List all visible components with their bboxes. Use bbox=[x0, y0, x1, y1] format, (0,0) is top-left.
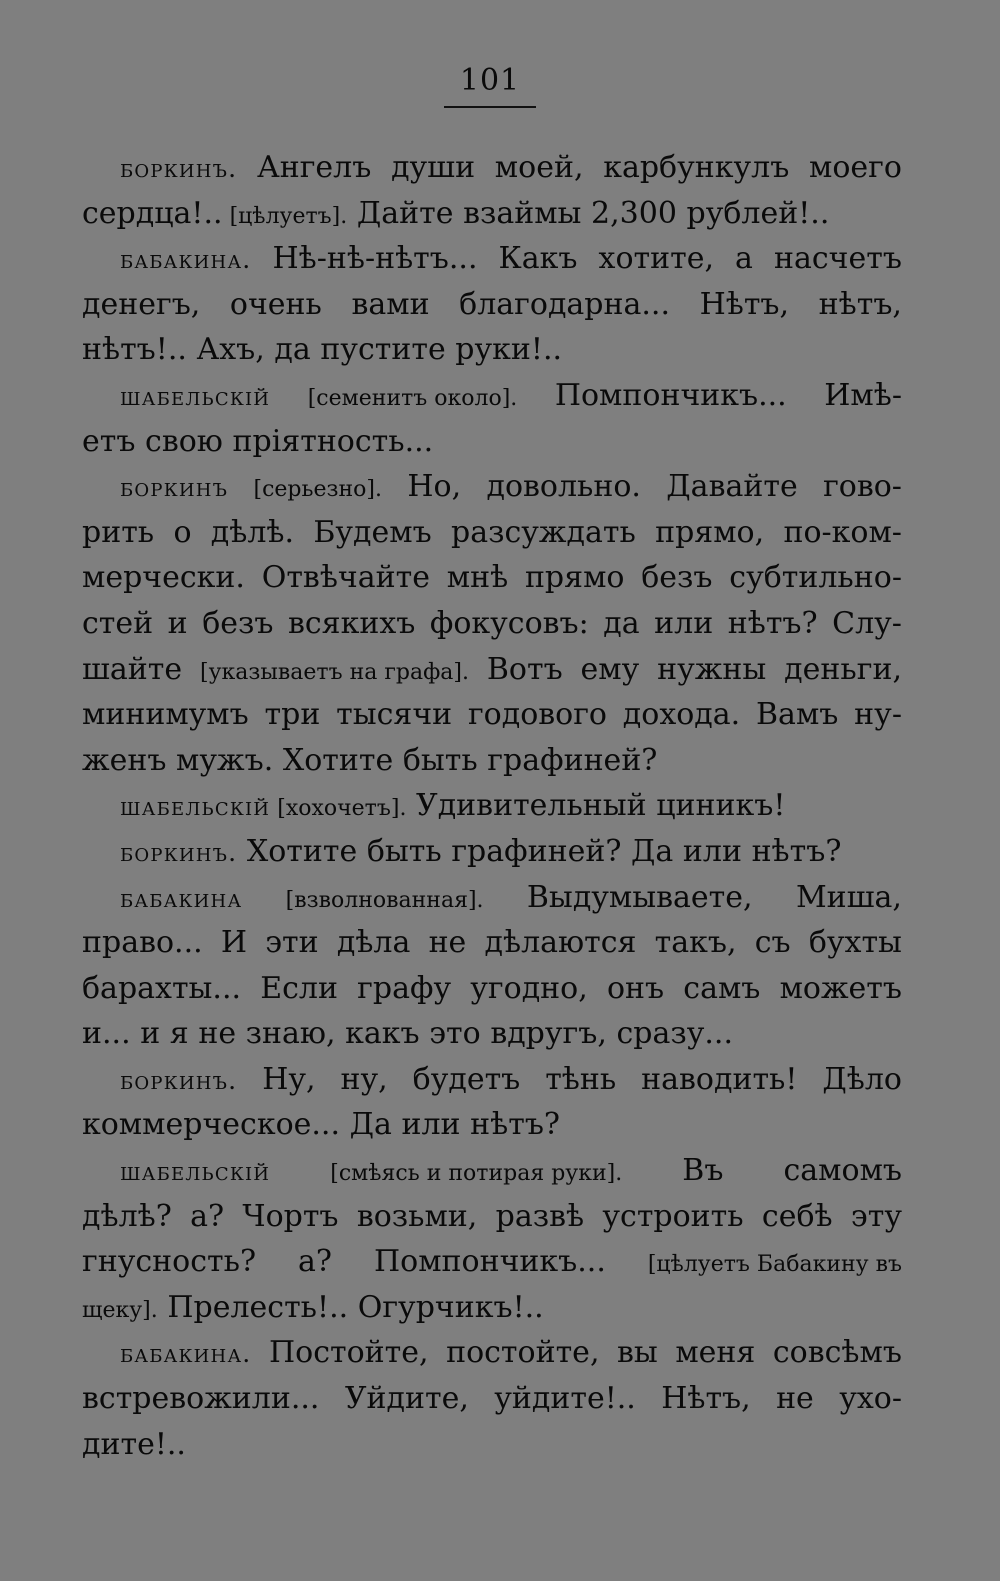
word: денегъ, bbox=[82, 286, 201, 322]
word: мнѣ bbox=[446, 560, 509, 596]
word: довольно. bbox=[486, 469, 641, 505]
word: по-ком- bbox=[783, 514, 902, 550]
word: Ну, bbox=[262, 1061, 316, 1097]
stage-direction: [взволнованная]. bbox=[285, 887, 484, 913]
speaker-name: боркинъ bbox=[120, 473, 229, 503]
word: да bbox=[274, 332, 311, 368]
word: нѣтъ? bbox=[751, 833, 842, 869]
word: вдругъ, bbox=[490, 1016, 607, 1052]
word: Помпончикъ... bbox=[373, 1244, 606, 1280]
text-line bbox=[82, 1285, 902, 1331]
text-line bbox=[82, 966, 902, 1012]
stage-direction: [цѣлуетъ Бабакину въ bbox=[647, 1252, 902, 1278]
word: Какъ bbox=[498, 241, 578, 277]
word: женъ bbox=[82, 742, 167, 778]
word: сердца!.. bbox=[82, 195, 223, 231]
word: графу bbox=[357, 970, 452, 1006]
speaker-name: боркинъ. bbox=[120, 837, 238, 867]
text-line bbox=[82, 920, 902, 966]
word: а? bbox=[190, 1198, 225, 1234]
word: взаймы bbox=[463, 195, 582, 231]
word: и bbox=[140, 1016, 161, 1052]
word: всякихъ bbox=[287, 605, 416, 641]
word: 2,300 bbox=[591, 195, 677, 231]
word: нѣтъ? bbox=[727, 605, 818, 641]
word: сразу... bbox=[616, 1016, 733, 1052]
text-line bbox=[82, 875, 902, 921]
word: коммерческое... bbox=[82, 1107, 341, 1143]
text-line bbox=[82, 647, 902, 693]
word: Постойте, bbox=[268, 1335, 429, 1371]
word: души bbox=[391, 150, 476, 185]
word: а? bbox=[298, 1244, 332, 1280]
text-line bbox=[82, 373, 902, 419]
word: Выдумываете, bbox=[526, 879, 753, 915]
word: право... bbox=[82, 925, 203, 961]
word: вы bbox=[617, 1335, 658, 1371]
word: Давайте bbox=[666, 469, 798, 505]
word: Прелесть!.. bbox=[167, 1289, 349, 1325]
word: безъ bbox=[202, 605, 274, 641]
word: безъ bbox=[641, 560, 713, 596]
word: нужны bbox=[657, 651, 767, 687]
speaker-name: бабакина bbox=[120, 883, 243, 913]
text-line bbox=[82, 191, 902, 237]
word: три bbox=[264, 697, 321, 733]
word: не bbox=[428, 925, 467, 961]
text-line bbox=[82, 1239, 902, 1285]
word: эти bbox=[265, 925, 319, 961]
word: субтильно- bbox=[729, 560, 902, 596]
speaker-name: шабельскій bbox=[120, 381, 271, 411]
word: быть bbox=[366, 833, 442, 869]
word: гнусность? bbox=[82, 1244, 257, 1280]
text-line bbox=[82, 327, 902, 373]
word: а bbox=[735, 241, 753, 277]
word: себѣ bbox=[761, 1198, 833, 1234]
word: Дѣло bbox=[822, 1061, 902, 1097]
word: постойте, bbox=[446, 1335, 600, 1371]
word: свою bbox=[145, 423, 223, 459]
word: Нѣтъ, bbox=[699, 286, 790, 322]
word: хотите, bbox=[598, 241, 714, 277]
play-text bbox=[82, 145, 902, 1467]
word: прямо bbox=[524, 560, 625, 596]
word: уйдите!.. bbox=[494, 1381, 636, 1417]
word: развѣ bbox=[495, 1198, 585, 1234]
word: дѣла bbox=[336, 925, 411, 961]
word: мерчески. bbox=[82, 560, 245, 596]
word: пріятность... bbox=[232, 423, 434, 459]
word: Вамъ bbox=[756, 697, 839, 733]
word: дохода. bbox=[622, 697, 741, 733]
word: Отвѣчайте bbox=[261, 560, 430, 596]
text-line bbox=[82, 419, 902, 465]
stage-direction: [цѣлуетъ]. bbox=[229, 203, 348, 229]
word: или bbox=[654, 605, 714, 641]
text-line bbox=[82, 1148, 902, 1194]
word: нѣтъ? bbox=[470, 1107, 560, 1143]
stage-direction: [хохочетъ]. bbox=[277, 796, 407, 822]
text-line bbox=[82, 464, 902, 510]
text-line bbox=[82, 1422, 902, 1468]
word: Слу- bbox=[832, 605, 902, 641]
speaker-name: шабельскій bbox=[120, 1157, 271, 1187]
word: ему bbox=[580, 651, 640, 687]
speaker-name: боркинъ. bbox=[120, 154, 238, 183]
text-line bbox=[82, 783, 902, 829]
word: пустите bbox=[320, 332, 446, 368]
word: Ахъ, bbox=[196, 332, 265, 368]
word: ухо- bbox=[839, 1381, 902, 1417]
word: самъ bbox=[683, 970, 761, 1006]
text-line bbox=[82, 282, 902, 328]
word: Да bbox=[349, 1107, 392, 1143]
word: да bbox=[603, 605, 640, 641]
stage-direction: [смѣясь и потирая руки]. bbox=[330, 1161, 623, 1187]
word: можетъ bbox=[779, 970, 902, 1006]
word: ну, bbox=[340, 1061, 388, 1097]
word: разсуждать bbox=[451, 514, 636, 550]
word: встревожили... bbox=[82, 1381, 320, 1417]
word: барахты... bbox=[82, 970, 242, 1006]
word: рить bbox=[82, 514, 155, 550]
word: тысячи bbox=[336, 697, 453, 733]
word: деньги, bbox=[784, 651, 902, 687]
word: етъ bbox=[82, 423, 136, 459]
word: Хотите bbox=[282, 742, 394, 778]
word: Но, bbox=[407, 469, 462, 505]
word: фокусовъ: bbox=[429, 605, 589, 641]
stage-direction: [указываетъ на графа]. bbox=[200, 659, 469, 685]
word: Уйдите, bbox=[344, 1381, 469, 1417]
word: дѣлѣ? bbox=[82, 1198, 172, 1234]
speaker-name: бабакина. bbox=[120, 1339, 252, 1369]
word: какъ bbox=[345, 1016, 420, 1052]
text-line bbox=[82, 738, 902, 784]
word: карбункулъ bbox=[603, 150, 790, 185]
text-line bbox=[82, 1376, 902, 1422]
word: самомъ bbox=[783, 1153, 902, 1189]
word: устроить bbox=[602, 1198, 744, 1234]
word: это bbox=[429, 1016, 481, 1052]
word: стей bbox=[82, 605, 154, 641]
word: насчетъ bbox=[773, 241, 902, 277]
word: дите!.. bbox=[82, 1426, 186, 1462]
word: моей, bbox=[494, 150, 584, 185]
word: минимумъ bbox=[82, 697, 249, 733]
word: я bbox=[169, 1016, 189, 1052]
word: Хотите bbox=[246, 833, 358, 869]
word: меня bbox=[675, 1335, 756, 1371]
word: совсѣмъ bbox=[772, 1335, 902, 1371]
word: дѣлаются bbox=[484, 925, 637, 961]
word: о bbox=[173, 514, 192, 550]
text-line bbox=[82, 145, 902, 191]
page-number-rule bbox=[444, 106, 536, 108]
word: быть bbox=[402, 742, 478, 778]
word: не bbox=[776, 1381, 814, 1417]
word: Огурчикъ!.. bbox=[357, 1289, 544, 1325]
word: и... bbox=[82, 1016, 131, 1052]
text-line bbox=[82, 829, 902, 875]
word: графиней? bbox=[487, 742, 658, 778]
text-line bbox=[82, 1194, 902, 1240]
speaker-name: боркинъ. bbox=[120, 1065, 238, 1095]
word: рублей!.. bbox=[686, 195, 830, 231]
word: угодно, bbox=[470, 970, 588, 1006]
word: эту bbox=[850, 1198, 902, 1234]
word: не bbox=[198, 1016, 237, 1052]
text-line bbox=[82, 510, 902, 556]
word: Ангелъ bbox=[257, 150, 372, 185]
stage-direction: [серьезно]. bbox=[253, 477, 382, 503]
word: знаю, bbox=[245, 1016, 336, 1052]
text-line bbox=[82, 692, 902, 738]
word: руки!.. bbox=[455, 332, 563, 368]
word: будетъ bbox=[412, 1061, 521, 1097]
speaker-name: шабельскій bbox=[120, 792, 271, 822]
word: циникъ! bbox=[656, 788, 786, 824]
word: тѣнь bbox=[545, 1061, 617, 1097]
word: Помпончикъ... bbox=[554, 377, 787, 413]
word: Да bbox=[631, 833, 674, 869]
word: очень bbox=[229, 286, 322, 322]
text-line bbox=[82, 1057, 902, 1103]
word: возьми, bbox=[356, 1198, 478, 1234]
word: или bbox=[682, 833, 742, 869]
word: Нѣтъ, bbox=[661, 1381, 751, 1417]
word: онъ bbox=[606, 970, 665, 1006]
word: Вотъ bbox=[486, 651, 563, 687]
word: бухты bbox=[808, 925, 902, 961]
word: Нѣ-нѣ-нѣтъ... bbox=[272, 241, 478, 277]
text-line bbox=[82, 1330, 902, 1376]
text-line bbox=[82, 601, 902, 647]
word: моего bbox=[809, 150, 902, 185]
word: такъ, bbox=[654, 925, 737, 961]
word: вами bbox=[351, 286, 430, 322]
word: или bbox=[401, 1107, 461, 1143]
word: Дайте bbox=[356, 195, 454, 231]
word: нѣтъ, bbox=[818, 286, 902, 322]
word: И bbox=[220, 925, 248, 961]
text-line bbox=[82, 555, 902, 601]
word: Удивительный bbox=[416, 788, 647, 824]
word: Миша, bbox=[795, 879, 902, 915]
text-line bbox=[82, 1011, 902, 1057]
word: графиней? bbox=[451, 833, 622, 869]
word: годового bbox=[467, 697, 607, 733]
word: наводить! bbox=[641, 1061, 798, 1097]
word: съ bbox=[754, 925, 791, 961]
word: Чортъ bbox=[242, 1198, 339, 1234]
word: гово- bbox=[823, 469, 902, 505]
text-line bbox=[82, 1102, 902, 1148]
word: благодарна... bbox=[459, 286, 670, 322]
text-line bbox=[82, 236, 902, 282]
stage-direction: щеку]. bbox=[82, 1297, 158, 1323]
word: Въ bbox=[682, 1153, 724, 1189]
word: нѣтъ!.. bbox=[82, 332, 187, 368]
word: Если bbox=[260, 970, 338, 1006]
word: Имѣ- bbox=[824, 377, 902, 413]
word: Будемъ bbox=[313, 514, 432, 550]
word: и bbox=[167, 605, 188, 641]
word: мужъ. bbox=[176, 742, 274, 778]
speaker-name: бабакина. bbox=[120, 245, 252, 275]
word: ну- bbox=[854, 697, 902, 733]
stage-direction: [семенитъ около]. bbox=[307, 385, 518, 411]
word: прямо, bbox=[655, 514, 765, 550]
page-number: 101 bbox=[459, 63, 521, 98]
word: шайте bbox=[82, 651, 183, 687]
word: дѣлѣ. bbox=[210, 514, 295, 550]
